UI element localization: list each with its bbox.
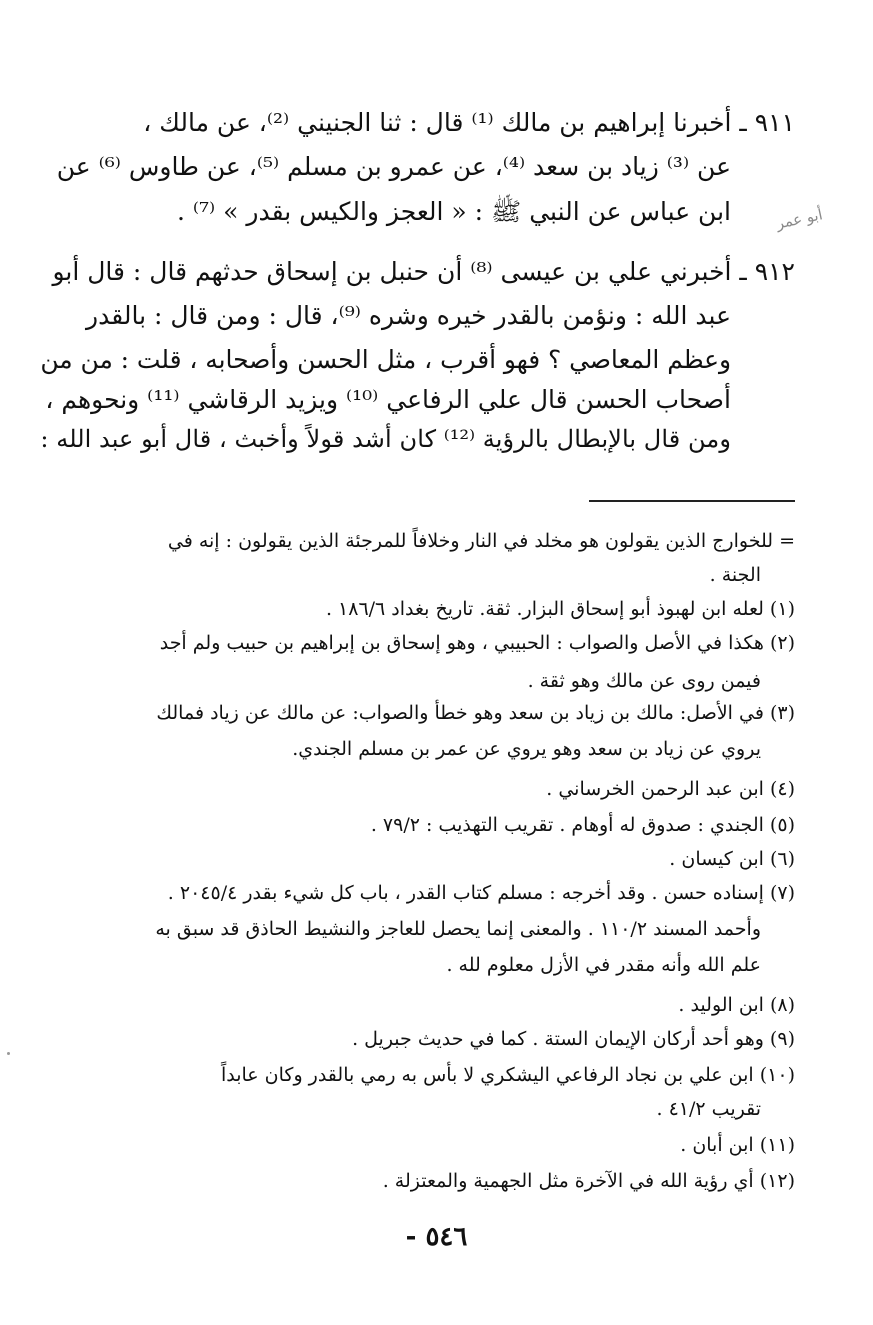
footnote-8: (٨) ابن الوليد . [678, 994, 795, 1016]
footnote-3-cont: يروي عن زياد بن سعد وهو يروي عن عمر بن مسلم الجندي. [292, 738, 761, 760]
footnote-continuation-line-1: = للخوارج الذين يقولون هو مخلد في النار وخلافاً للمرجئة الذين يقولون : إنه في [167, 530, 795, 552]
footnote-separator [589, 500, 795, 502]
page-number: - ٥٤٦ [405, 1222, 468, 1252]
entry-912-line-2: عبد الله : ونؤمن بالقدر خيره وشره ⁽⁹⁾، قال : ومن قال : بالقدر [86, 301, 731, 330]
entry-912-line-1: ٩١٢ ـ أخبرني علي بن عيسى ⁽⁸⁾ أن حنبل بن إسحاق حدثهم قال : قال أبو [52, 257, 795, 286]
footnote-4: (٤) ابن عبد الرحمن الخرساني . [546, 778, 795, 800]
footnote-3: (٣) في الأصل: مالك بن زياد بن سعد وهو خطأ والصواب: عن مالك عن زياد فمالك [156, 702, 795, 724]
footnote-10: (١٠) ابن علي بن نجاد الرفاعي اليشكري لا بأس به رمي بالقدر وكان عابداً [220, 1064, 795, 1086]
footnote-7-cont-2: علم الله وأنه مقدر في الأزل معلوم لله . [446, 954, 761, 976]
footnote-12: (١٢) أي رؤية الله في الآخرة مثل الجهمية والمعتزلة . [382, 1170, 795, 1192]
scan-speck [7, 1052, 10, 1055]
footnote-1: (١) لعله ابن لهبوذ أبو إسحاق البزار. ثقة. تاريخ بغداد ١٨٦/٦ . [325, 598, 795, 620]
entry-911-line-2: عن ⁽³⁾ زياد بن سعد ⁽⁴⁾، عن عمرو بن مسلم ⁽⁵⁾، عن طاوس ⁽⁶⁾ عن [56, 152, 731, 181]
footnote-11: (١١) ابن أبان . [680, 1134, 795, 1156]
footnote-2-cont: فيمن روى عن مالك وهو ثقة . [527, 670, 761, 692]
footnote-2: (٢) هكذا في الأصل والصواب : الحبيبي ، وهو إسحاق بن إبراهيم بن حبيب ولم أجد [159, 632, 795, 654]
footnote-6: (٦) ابن كيسان . [669, 848, 795, 870]
entry-911-line-1: ٩١١ ـ أخبرنا إبراهيم بن مالك ⁽¹⁾ قال : ثنا الجنيني ⁽²⁾، عن مالك ، [143, 108, 795, 137]
entry-912-line-4: أصحاب الحسن قال علي الرفاعي ⁽¹⁰⁾ ويزيد الرقاشي ⁽¹¹⁾ ونحوهم ، [45, 385, 731, 414]
entry-912-line-5: ومن قال بالإبطال بالرؤية ⁽¹²⁾ كان أشد قولاً وأخبث ، قال أبو عبد الله : [40, 425, 731, 453]
footnote-7: (٧) إسناده حسن . وقد أخرجه : مسلم كتاب القدر ، باب كل شيء بقدر ٢٠٤٥/٤ . [167, 882, 795, 904]
handwritten-margin-note: أبو عمر [774, 205, 825, 233]
footnote-5: (٥) الجندي : صدوق له أوهام . تقريب التهذيب : ٧٩/٢ . [370, 814, 795, 836]
footnote-continuation-line-2: الجنة . [709, 564, 761, 586]
entry-912-line-3: وعظم المعاصي ؟ فهو أقرب ، مثل الحسن وأصحابه ، قلت : من من [40, 345, 731, 374]
footnote-7-cont-1: وأحمد المسند ١١٠/٢ . والمعنى إنما يحصل للعاجز والنشيط الحاذق قد سبق به [155, 918, 761, 940]
footnote-9: (٩) وهو أحد أركان الإيمان الستة . كما في حديث جبريل . [352, 1028, 795, 1050]
footnote-10-cont: تقريب ٤١/٢ . [656, 1098, 761, 1120]
entry-911-line-3: ابن عباس عن النبي ﷺ : « العجز والكيس بقدر » ⁽⁷⁾ . [176, 197, 731, 226]
